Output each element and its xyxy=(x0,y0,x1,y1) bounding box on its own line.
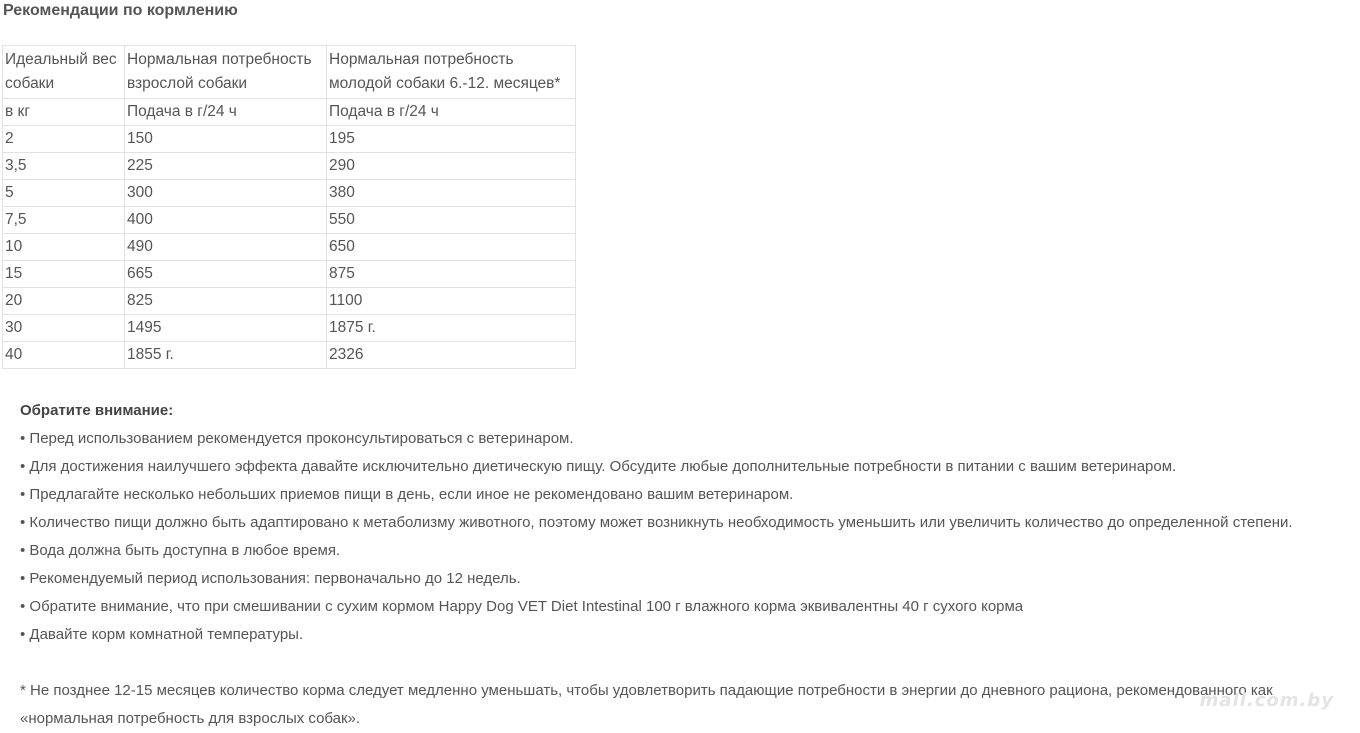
cell-weight: 15 xyxy=(3,261,125,288)
cell-adult: 400 xyxy=(125,207,327,234)
cell-adult: 225 xyxy=(125,153,327,180)
table-header-row xyxy=(3,46,576,99)
table-units-row xyxy=(3,99,576,126)
feeding-table xyxy=(2,45,576,369)
cell-adult: 1495 xyxy=(125,315,327,342)
cell-young: 290 xyxy=(327,153,576,180)
header-weight: Идеальный вес собаки xyxy=(3,46,125,99)
units-young: Подача в г/24 ч xyxy=(327,99,576,126)
cell-adult: 665 xyxy=(125,261,327,288)
cell-young: 380 xyxy=(327,180,576,207)
table-row xyxy=(3,261,576,288)
note-item: • Для достижения наилучшего эффекта давайте исключительно диетическую пищу. Обсудите любые дополнительные потребности в питании с вашим ветеринаром. xyxy=(20,458,1177,475)
cell-young: 1100 xyxy=(327,288,576,315)
header-young: Нормальная потребность молодой собаки 6.-12. месяцев* xyxy=(327,46,576,99)
cell-young: 650 xyxy=(327,234,576,261)
cell-weight: 30 xyxy=(3,315,125,342)
cell-weight: 20 xyxy=(3,288,125,315)
table-row xyxy=(3,234,576,261)
watermark: mall.com.by xyxy=(1199,690,1334,711)
cell-adult: 150 xyxy=(125,126,327,153)
cell-young: 550 xyxy=(327,207,576,234)
units-adult: Подача в г/24 ч xyxy=(125,99,327,126)
cell-weight: 3,5 xyxy=(3,153,125,180)
note-item: • Вода должна быть доступна в любое время. xyxy=(20,542,341,559)
cell-weight: 7,5 xyxy=(3,207,125,234)
table-row xyxy=(3,153,576,180)
cell-adult: 1855 г. xyxy=(125,342,327,369)
cell-adult: 300 xyxy=(125,180,327,207)
note-item: • Перед использованием рекомендуется проконсультироваться с ветеринаром. xyxy=(20,430,574,447)
cell-weight: 40 xyxy=(3,342,125,369)
footnote: * Не позднее 12-15 месяцев количество корма следует медленно уменьшать, чтобы удовлетворить падающие потребности в энергии до дневного рациона, рекомендованного как «нормальная потребность для взрослых собак». xyxy=(20,682,1273,727)
note-item: • Рекомендуемый период использования: первоначально до 12 недель. xyxy=(20,570,521,587)
cell-young: 875 xyxy=(327,261,576,288)
cell-weight: 10 xyxy=(3,234,125,261)
cell-adult: 825 xyxy=(125,288,327,315)
note-item: • Обратите внимание, что при смешивании с сухим кормом Happy Dog VET Diet Intestinal 100 г влажного корма эквивалентны 40 г сухого корма xyxy=(20,598,1024,615)
page-title: Рекомендации по кормлению xyxy=(3,2,238,19)
note-item: • Предлагайте несколько небольших приемов пищи в день, если иное не рекомендовано вашим ветеринаром. xyxy=(20,486,794,503)
note-item: • Давайте корм комнатной температуры. xyxy=(20,626,304,643)
cell-adult: 490 xyxy=(125,234,327,261)
cell-weight: 5 xyxy=(3,180,125,207)
note-item: • Количество пищи должно быть адаптировано к метаболизму животного, поэтому может возникнуть необходимость уменьшить или увеличить количество до определенной степени. xyxy=(20,514,1293,531)
table-row xyxy=(3,288,576,315)
table-row xyxy=(3,180,576,207)
table-row xyxy=(3,342,576,369)
cell-weight: 2 xyxy=(3,126,125,153)
table-row xyxy=(3,126,576,153)
header-adult: Нормальная потребность взрослой собаки xyxy=(125,46,327,99)
cell-young: 2326 xyxy=(327,342,576,369)
table-row xyxy=(3,315,576,342)
notes-title: Обратите внимание: xyxy=(20,402,174,419)
cell-young: 195 xyxy=(327,126,576,153)
notes-section xyxy=(20,397,1355,649)
units-weight: в кг xyxy=(3,99,125,126)
cell-young: 1875 г. xyxy=(327,315,576,342)
table-row xyxy=(3,207,576,234)
